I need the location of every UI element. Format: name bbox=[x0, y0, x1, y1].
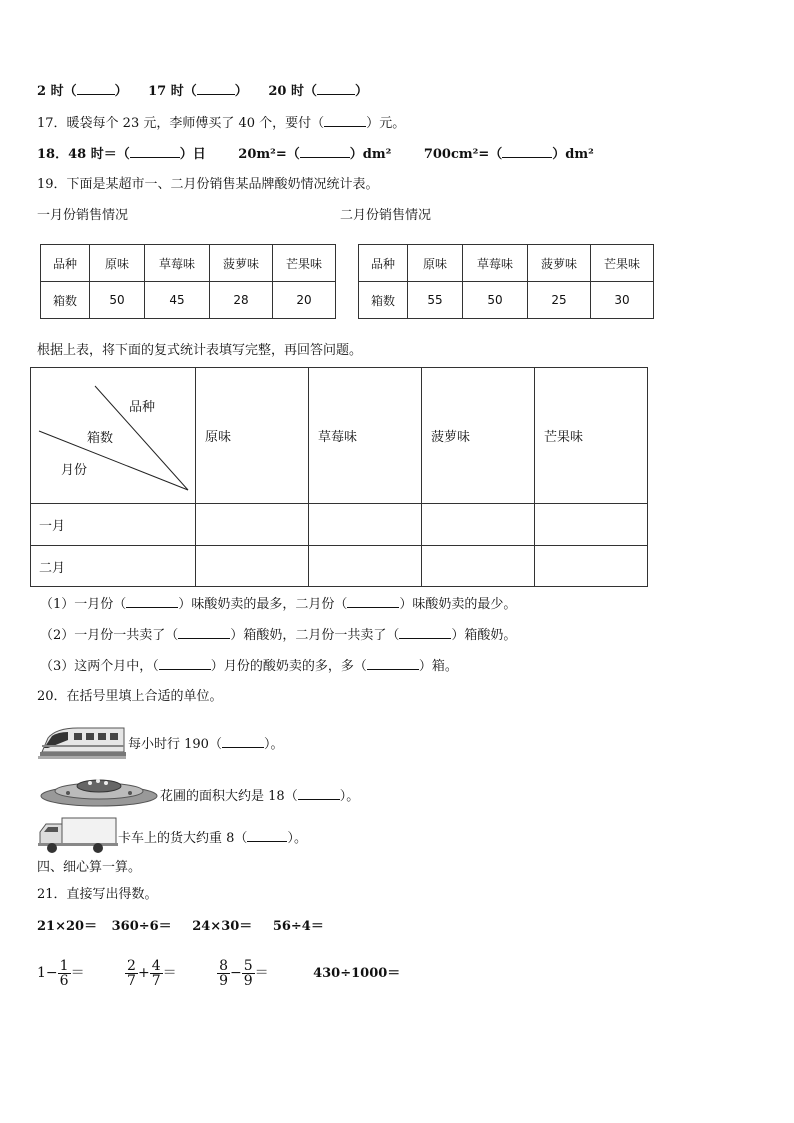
jan-table-caption: 一月份销售情况 bbox=[37, 208, 129, 223]
truck-question: 卡车上的货大约重 8（ ）。 bbox=[118, 831, 307, 846]
question-18: 18．48 时＝（ ）日 20m²=（ ）dm² 700cm²=（ ）dm² bbox=[37, 147, 594, 162]
table-row bbox=[31, 368, 648, 504]
table-row: 箱数 55 50 25 30 bbox=[359, 282, 654, 319]
row-label-cell: 一月 bbox=[31, 504, 196, 546]
table-row: 品种 原味 草莓味 菠萝味 芒果味 bbox=[41, 245, 336, 282]
answer-blank[interactable] bbox=[300, 145, 350, 158]
section-4-title: 四、细心算一算。 bbox=[37, 860, 142, 875]
fraction: $\frac{2}{7}$ bbox=[127, 957, 136, 989]
input-cell[interactable] bbox=[309, 546, 422, 587]
feb-sales-table bbox=[358, 244, 654, 319]
header-cell: 原味 bbox=[196, 368, 309, 504]
input-cell[interactable] bbox=[422, 546, 535, 587]
question-20-title: 20．在括号里填上合适的单位。 bbox=[37, 689, 223, 704]
expr-3: $\frac{8}{9}$ − $\frac{5}{9}$ ＝ bbox=[219, 957, 269, 989]
input-cell[interactable] bbox=[196, 504, 309, 546]
table-row bbox=[31, 504, 648, 546]
answer-blank[interactable] bbox=[298, 787, 340, 800]
diag-label-variety: 品种 bbox=[129, 400, 156, 415]
input-cell[interactable] bbox=[196, 546, 309, 587]
table-row bbox=[31, 546, 648, 587]
truck-icon bbox=[38, 816, 118, 854]
time-convert-row: 2 时（ ） 17 时（ ） 20 时（ ） bbox=[37, 84, 368, 99]
calc-row-1: 21×20＝ 360÷6＝ 24×30＝ 56÷4＝ bbox=[37, 919, 324, 934]
answer-blank[interactable] bbox=[367, 657, 419, 670]
answer-blank[interactable] bbox=[324, 114, 366, 127]
diagonal-header-cell bbox=[31, 368, 196, 504]
answer-blank[interactable] bbox=[347, 595, 399, 608]
header-cell: 菠萝味 bbox=[422, 368, 535, 504]
input-cell[interactable] bbox=[535, 504, 648, 546]
answer-blank[interactable] bbox=[159, 657, 211, 670]
feb-table-caption: 二月份销售情况 bbox=[340, 208, 432, 223]
question-19-sub1: （1）一月份（ ）味酸奶卖的最多，二月份（ ）味酸奶卖的最少。 bbox=[40, 597, 517, 612]
question-17: 17．暖袋每个 23 元，李师傅买了 40 个，要付（ ）元。 bbox=[37, 116, 406, 131]
input-cell[interactable] bbox=[422, 504, 535, 546]
header-cell: 草莓味 bbox=[309, 368, 422, 504]
compound-stat-table bbox=[30, 367, 648, 587]
question-19-sub2: （2）一月份一共卖了（ ）箱酸奶，二月份一共卖了（ ）箱酸奶。 bbox=[40, 628, 517, 643]
answer-blank[interactable] bbox=[197, 82, 235, 95]
answer-blank[interactable] bbox=[178, 626, 230, 639]
answer-blank[interactable] bbox=[502, 145, 552, 158]
answer-blank[interactable] bbox=[126, 595, 178, 608]
input-cell[interactable] bbox=[309, 504, 422, 546]
answer-blank[interactable] bbox=[317, 82, 355, 95]
table-row: 箱数 50 45 28 20 bbox=[41, 282, 336, 319]
header-cell: 芒果味 bbox=[535, 368, 648, 504]
expr-2: $\frac{2}{7}$ + $\frac{4}{7}$ ＝ bbox=[127, 957, 177, 989]
answer-blank[interactable] bbox=[399, 626, 451, 639]
fraction: $\frac{4}{7}$ bbox=[151, 957, 161, 989]
calc-row-2 bbox=[37, 955, 400, 992]
table-row: 品种 原味 草莓味 菠萝味 芒果味 bbox=[359, 245, 654, 282]
answer-blank[interactable] bbox=[130, 145, 180, 158]
train-icon bbox=[38, 722, 126, 762]
question-21-title: 21．直接写出得数。 bbox=[37, 887, 158, 902]
question-19-title: 19．下面是某超市一、二月份销售某品牌酸奶情况统计表。 bbox=[37, 177, 379, 192]
expr-4: 430÷1000＝ bbox=[313, 966, 401, 981]
compound-table-instruction: 根据上表，将下面的复式统计表填写完整，再回答问题。 bbox=[37, 343, 363, 358]
answer-blank[interactable] bbox=[247, 829, 287, 842]
fraction: $\frac{8}{9}$ bbox=[219, 957, 228, 989]
garden-question: 花圃的面积大约是 18（ ）。 bbox=[160, 789, 360, 804]
input-cell[interactable] bbox=[535, 546, 648, 587]
expr-1: 1− $\frac{1}{6}$ ＝ bbox=[37, 957, 85, 989]
diag-label-boxes: 箱数 bbox=[87, 431, 114, 446]
answer-blank[interactable] bbox=[77, 82, 115, 95]
row-label-cell: 二月 bbox=[31, 546, 196, 587]
jan-sales-table bbox=[40, 244, 336, 319]
diag-label-month: 月份 bbox=[61, 463, 88, 478]
train-question: 每小时行 190（ ）。 bbox=[128, 737, 284, 752]
flowerbed-icon bbox=[38, 774, 160, 808]
answer-blank[interactable] bbox=[222, 735, 264, 748]
question-19-sub3: （3）这两个月中，（ ）月份的酸奶卖的多，多（ ）箱。 bbox=[40, 659, 458, 674]
fraction: $\frac{5}{9}$ bbox=[243, 957, 253, 989]
fraction: $\frac{1}{6}$ bbox=[59, 957, 69, 989]
